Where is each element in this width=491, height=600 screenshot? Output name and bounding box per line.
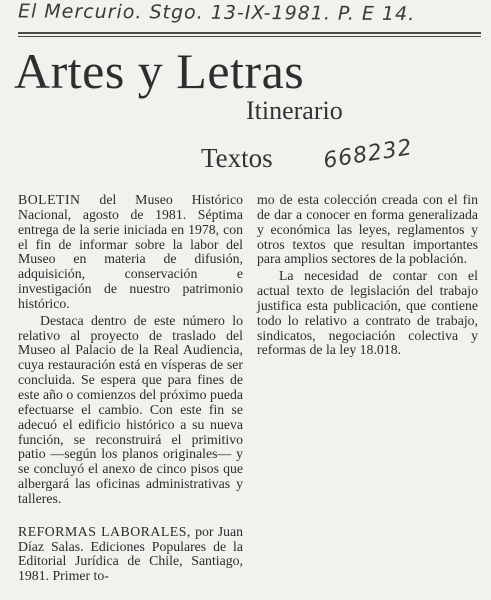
header-rule-top bbox=[18, 32, 481, 34]
paragraph-coleccion: mo de esta colección creada con el fin de dar a conocer en forma generalizada y económica las leyes, reglamentos y otros textos que resultan importantes para amplios sectores de la población. bbox=[257, 192, 478, 267]
paragraph-boletin-body: del Museo Histórico Nacional, agosto de 1981. Séptima entrega de la serie iniciada en 1978, con el fin de informar sobre la labor del Museo en materia de difusión, adquisición, conservación e investigación de nuestro patrimonio histórico. bbox=[18, 192, 243, 311]
book-title-reformas: REFORMAS LABORALES, bbox=[18, 523, 191, 539]
paragraph-legislacion: La necesidad de contar con el actual texto de legislación del trabajo justifica esta publicación, que contiene todo lo relativo a contrato de trabajo, sindicatos, negociación colectiva y reformas de la ley 18.018. bbox=[257, 268, 478, 358]
article-title: Textos bbox=[201, 143, 273, 173]
paragraph-boletin bbox=[18, 193, 243, 312]
book-title-boletin: BOLETIN bbox=[18, 192, 81, 207]
section-title: Artes y Letras bbox=[14, 43, 305, 99]
paragraph-traslado: Destaca dentro de este número lo relativo al proyecto de traslado del Museo al Palacio de la Real Audiencia, cuya restauración está en vísperas de ser concluida. Se espera que para fines de este año o comienzos del próximo pueda efectuarse el cambio. Con este fin se adecuó el edificio histórico a su nueva función, se reconstruirá el primitivo patio —según los planos originales— y se concluyó el anexo de cinco pisos que albergará las oficinas administrativas y talleres. bbox=[18, 312, 243, 506]
paragraph-reformas-body: por Juan Díaz Salas. Ediciones Populares de la Editorial Jurídica de Chile, Santiago, 1981. Primer to- bbox=[18, 523, 243, 584]
header-rule-thin bbox=[18, 36, 481, 37]
article-column-right bbox=[257, 193, 478, 358]
paragraph-reformas bbox=[18, 525, 243, 584]
article-column-left bbox=[18, 193, 243, 584]
section-subtitle: Itinerario bbox=[246, 96, 343, 125]
handwritten-archive-number: 668232 bbox=[321, 135, 415, 174]
handwritten-source-note: El Mercurio. Stgo. 13-IX-1981. P. E 14. bbox=[17, 0, 416, 26]
